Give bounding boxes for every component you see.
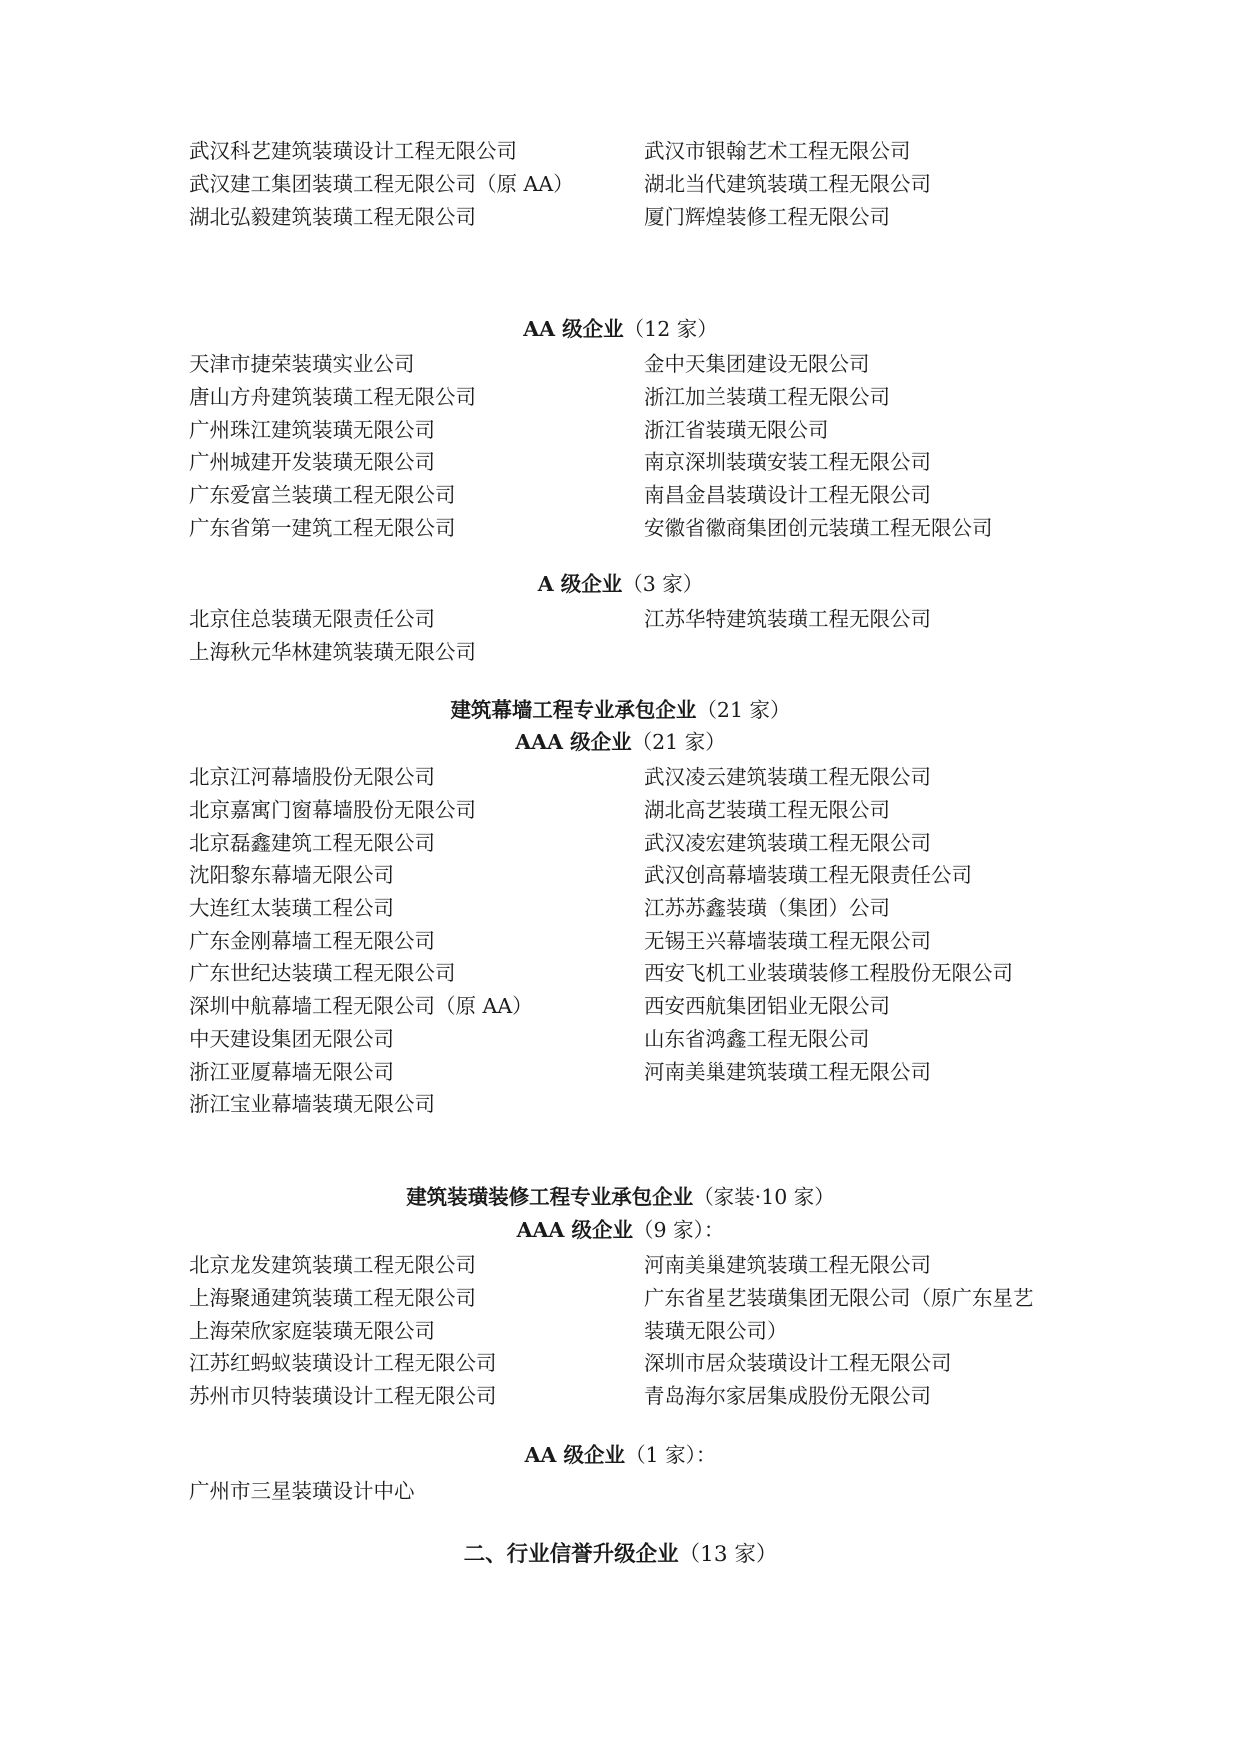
company-list-decoration xyxy=(189,1247,1069,1410)
company-name: 安徽省徽商集团创元装璜工程无限公司 xyxy=(644,515,993,540)
company-name: 深圳中航幕墙工程无限公司（原 AA） xyxy=(189,994,533,1019)
company-name: 浙江加兰装璜工程无限公司 xyxy=(644,385,890,410)
company-list-aa xyxy=(189,346,1069,542)
company-name: 唐山方舟建筑装璜工程无限公司 xyxy=(189,385,476,410)
company-name: 广州珠江建筑装璜无限公司 xyxy=(189,417,435,442)
company-name: 北京江河幕墙股份无限公司 xyxy=(189,765,435,790)
company-list-aa-decoration xyxy=(189,1473,1069,1506)
section-heading-a: A 级企业（3 家） xyxy=(537,572,704,596)
list-row xyxy=(189,509,1069,542)
company-name: 中天建设集团无限公司 xyxy=(189,1026,394,1051)
company-name: 北京住总装璜无限责任公司 xyxy=(189,607,435,632)
list-row xyxy=(189,955,1069,988)
company-name: 装璜无限公司） xyxy=(644,1318,788,1343)
company-name: 广东省第一建筑工程无限公司 xyxy=(189,515,456,540)
list-row xyxy=(189,411,1069,444)
list-row xyxy=(189,857,1069,890)
company-name: 天津市捷荣装璜实业公司 xyxy=(189,352,415,377)
list-row xyxy=(189,166,1069,199)
list-row xyxy=(189,1021,1069,1054)
section-heading-aa-decoration: AA 级企业（1 家）： xyxy=(524,1443,717,1467)
list-row xyxy=(189,477,1069,510)
company-name: 北京嘉寓门窗幕墙股份无限公司 xyxy=(189,798,476,823)
company-name: 北京龙发建筑装璜工程无限公司 xyxy=(189,1253,476,1278)
list-row xyxy=(189,922,1069,955)
list-row xyxy=(189,601,1069,634)
company-name: 广东世纪达装璜工程无限公司 xyxy=(189,961,456,986)
list-row xyxy=(189,1378,1069,1411)
company-list-a xyxy=(189,601,1069,666)
company-name: 广东省星艺装璜集团无限公司（原广东星艺 xyxy=(644,1286,1034,1311)
list-row xyxy=(189,1312,1069,1345)
company-name: 西安西航集团铝业无限公司 xyxy=(644,994,890,1019)
company-name: 武汉建工集团装璜工程无限公司（原 AA） xyxy=(189,172,574,197)
company-name: 上海秋元华林建筑装璜无限公司 xyxy=(189,640,476,665)
company-name: 江苏红蚂蚁装璜设计工程无限公司 xyxy=(189,1351,497,1376)
company-name: 武汉凌宏建筑装璜工程无限公司 xyxy=(644,830,931,855)
company-name: 广东爱富兰装璜工程无限公司 xyxy=(189,483,456,508)
list-row xyxy=(189,346,1069,379)
section-heading-aa: AA 级企业（12 家） xyxy=(523,317,718,341)
list-row xyxy=(189,824,1069,857)
company-name: 大连红太装璜工程公司 xyxy=(189,896,394,921)
list-row xyxy=(189,1345,1069,1378)
company-name: 江苏苏鑫装璜（集团）公司 xyxy=(644,896,890,921)
company-name: 广州市三星装璜设计中心 xyxy=(189,1479,415,1504)
company-name: 浙江省装璜无限公司 xyxy=(644,417,829,442)
list-row xyxy=(189,1247,1069,1280)
company-name: 山东省鸿鑫工程无限公司 xyxy=(644,1026,870,1051)
company-list-curtain-wall xyxy=(189,759,1069,1119)
company-list-continued xyxy=(189,133,1069,231)
company-name: 武汉科艺建筑装璜设计工程无限公司 xyxy=(189,139,517,164)
subheading-aaa-decoration: AAA 级企业（9 家）： xyxy=(516,1218,725,1242)
company-name: 西安飞机工业装璜装修工程股份无限公司 xyxy=(644,961,1013,986)
subheading-aaa: AAA 级企业（21 家） xyxy=(515,730,726,754)
company-name: 浙江宝业幕墙装璜无限公司 xyxy=(189,1092,435,1117)
company-name: 沈阳黎东幕墙无限公司 xyxy=(189,863,394,888)
list-row xyxy=(189,198,1069,231)
company-name: 深圳市居众装璜设计工程无限公司 xyxy=(644,1351,952,1376)
company-name: 武汉市银翰艺术工程无限公司 xyxy=(644,139,911,164)
company-name: 南京深圳装璜安装工程无限公司 xyxy=(644,450,931,475)
section-heading-decoration: 建筑装璜装修工程专业承包企业（家装·10 家） xyxy=(406,1185,835,1209)
company-name: 武汉凌云建筑装璜工程无限公司 xyxy=(644,765,931,790)
list-row xyxy=(189,792,1069,825)
company-name: 无锡王兴幕墙装璜工程无限公司 xyxy=(644,928,931,953)
list-row xyxy=(189,1086,1069,1119)
list-row xyxy=(189,634,1069,667)
list-row xyxy=(189,890,1069,923)
section-heading-upgrade: 二、行业信誉升级企业（13 家） xyxy=(463,1542,778,1567)
company-name: 上海聚通建筑装璜工程无限公司 xyxy=(189,1286,476,1311)
company-name: 广东金刚幕墙工程无限公司 xyxy=(189,928,435,953)
company-name: 南昌金昌装璜设计工程无限公司 xyxy=(644,483,931,508)
list-row xyxy=(189,133,1069,166)
company-name: 湖北当代建筑装璜工程无限公司 xyxy=(644,172,931,197)
company-name: 江苏华特建筑装璜工程无限公司 xyxy=(644,607,931,632)
list-row xyxy=(189,1280,1069,1313)
list-row xyxy=(189,1053,1069,1086)
list-row xyxy=(189,1473,1069,1506)
company-name: 河南美巢建筑装璜工程无限公司 xyxy=(644,1253,931,1278)
company-name: 武汉创高幕墙装璜工程无限责任公司 xyxy=(644,863,972,888)
company-name: 广州城建开发装璜无限公司 xyxy=(189,450,435,475)
company-name: 湖北弘毅建筑装璜工程无限公司 xyxy=(189,204,476,229)
list-row xyxy=(189,759,1069,792)
company-name: 北京磊鑫建筑工程无限公司 xyxy=(189,830,435,855)
company-name: 浙江亚厦幕墙无限公司 xyxy=(189,1059,394,1084)
company-name: 厦门辉煌装修工程无限公司 xyxy=(644,204,890,229)
company-name: 苏州市贝特装璜设计工程无限公司 xyxy=(189,1384,497,1409)
section-heading-curtain-wall: 建筑幕墙工程专业承包企业（21 家） xyxy=(450,698,791,722)
company-name: 青岛海尔家居集成股份无限公司 xyxy=(644,1384,931,1409)
company-name: 上海荣欣家庭装璜无限公司 xyxy=(189,1318,435,1343)
list-row xyxy=(189,379,1069,412)
company-name: 河南美巢建筑装璜工程无限公司 xyxy=(644,1059,931,1084)
list-row xyxy=(189,444,1069,477)
list-row xyxy=(189,988,1069,1021)
company-name: 金中天集团建设无限公司 xyxy=(644,352,870,377)
company-name: 湖北高艺装璜工程无限公司 xyxy=(644,798,890,823)
